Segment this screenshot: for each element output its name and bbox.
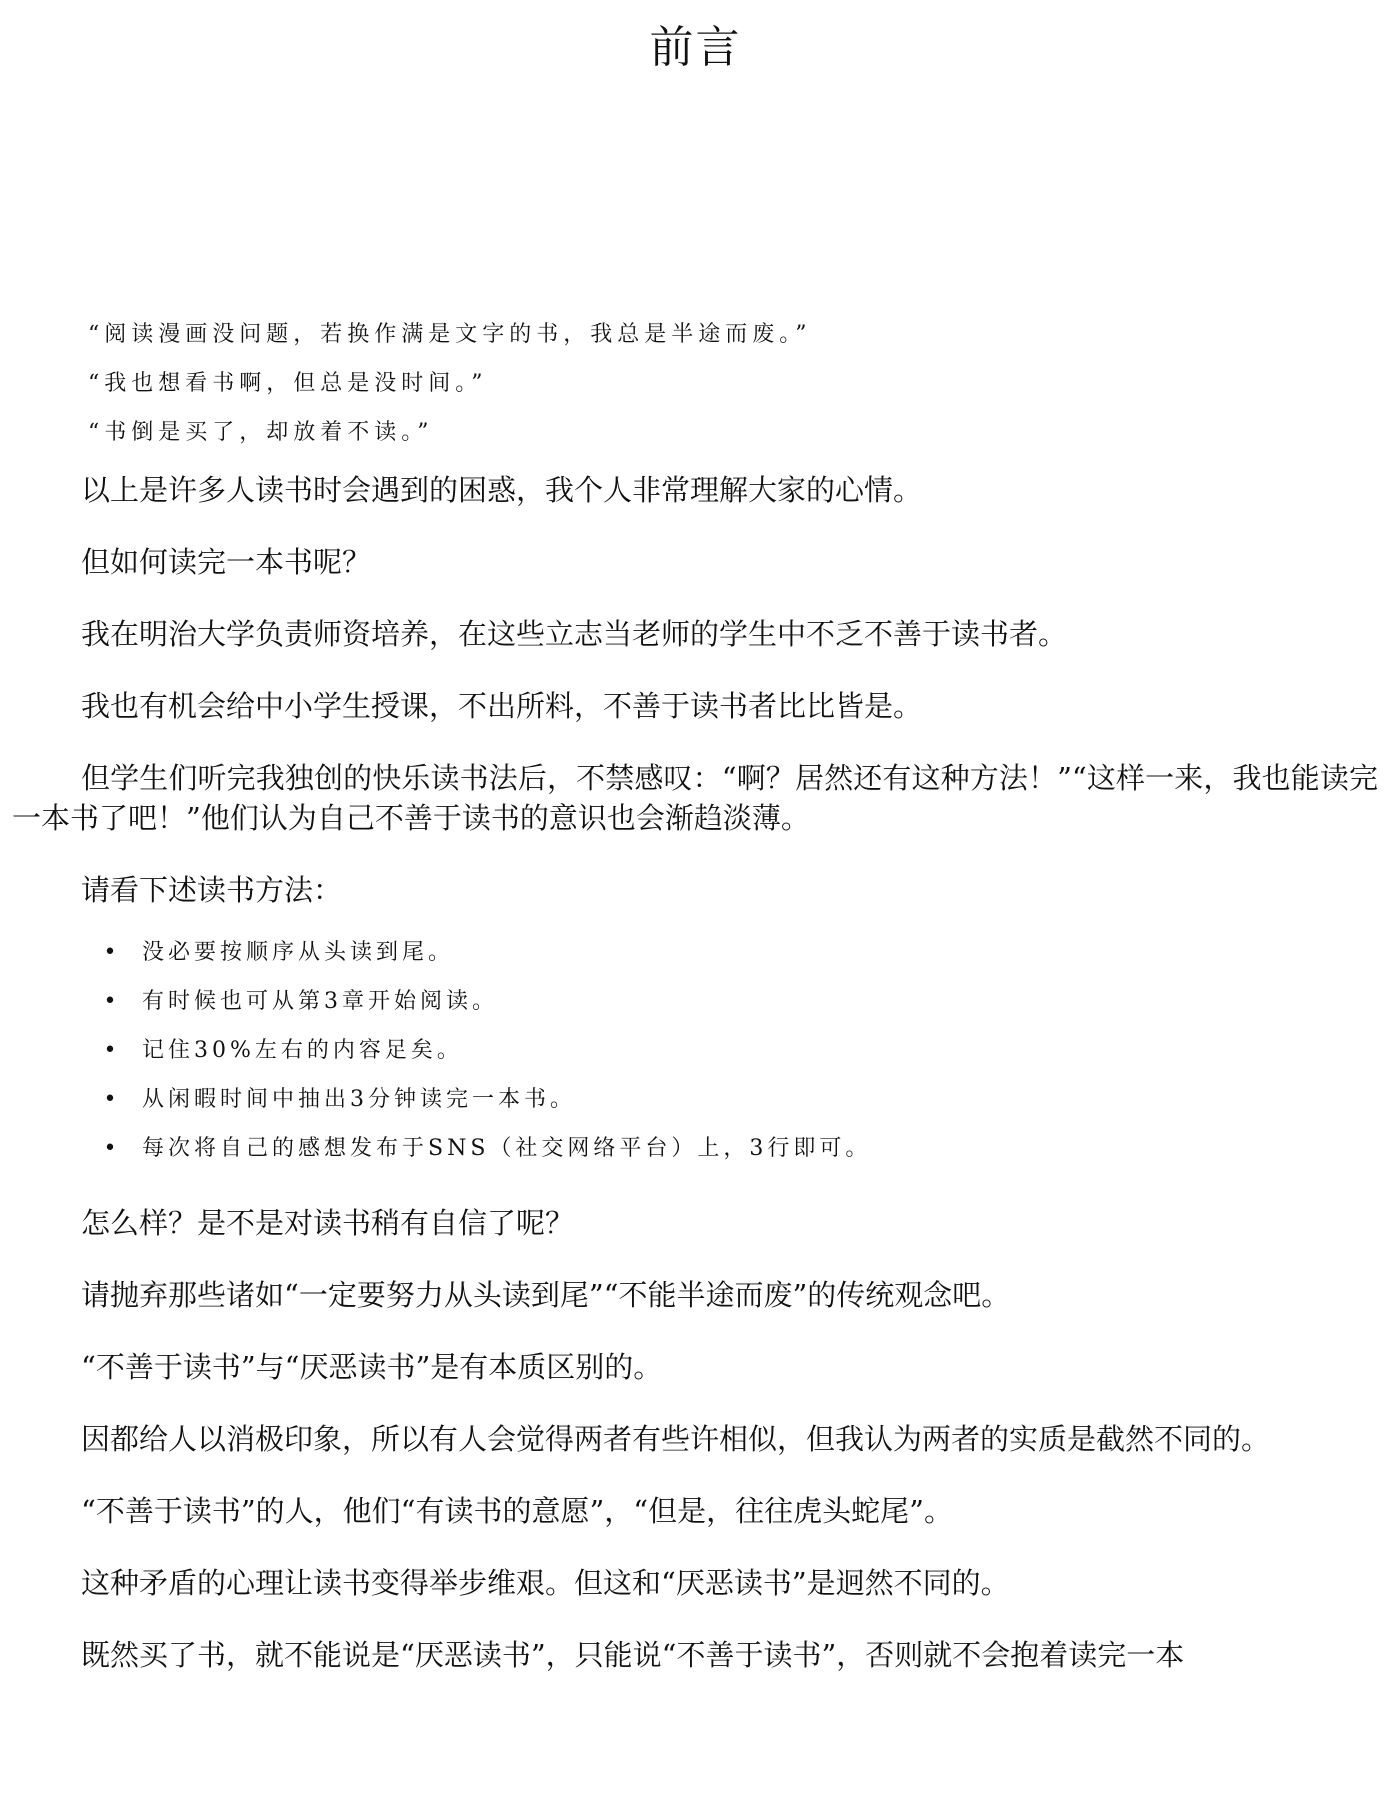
list-item-text: 有时候也可从第3章开始阅读。: [142, 989, 498, 1014]
paragraph: 请看下述读书方法：: [81, 873, 343, 907]
bullet-icon: •: [103, 989, 117, 1014]
quote-line: “我也想看书啊，但总是没时间。”: [88, 371, 488, 396]
list-item-text: 没必要按顺序从头读到尾。: [142, 940, 455, 965]
list-item-text: 每次将自己的感想发布于SNS（社交网络平台）上，3行即可。: [142, 1136, 872, 1161]
body-text: [12, 470, 1378, 1707]
paragraph: 怎么样？是不是对读书稍有自信了呢？: [81, 1206, 575, 1240]
bullet-icon: •: [103, 1087, 117, 1112]
paragraph: 这种矛盾的心理让读书变得举步维艰。但这和“厌恶读书”是迥然不同的。: [81, 1566, 1010, 1600]
paragraph: 以上是许多人读书时会遇到的困惑，我个人非常理解大家的心情。: [81, 473, 923, 507]
list-item-text: 记住30%左右的内容足矣。: [142, 1038, 463, 1063]
paragraph: 因都给人以消极印象，所以有人会觉得两者有些许相似，但我认为两者的实质是截然不同的。: [81, 1422, 1271, 1456]
paragraph: 我在明治大学负责师资培养，在这些立志当老师的学生中不乏不善于读书者。: [81, 617, 1068, 651]
paragraph: “不善于读书”与“厌恶读书”是有本质区别的。: [81, 1350, 663, 1384]
list-item: [98, 1134, 1378, 1183]
paragraph: “不善于读书”的人，他们“有读书的意愿”，“但是，往往虎头蛇尾”。: [81, 1494, 953, 1528]
paragraph: 我也有机会给中小学生授课，不出所料，不善于读书者比比皆是。: [81, 689, 923, 723]
bullet-icon: •: [103, 940, 117, 965]
list-item: [98, 1036, 1378, 1085]
list-item: [98, 938, 1378, 987]
list-item-text: 从闲暇时间中抽出3分钟读完一本书。: [142, 1087, 576, 1112]
quote-block: [88, 320, 1338, 467]
quote-line: “阅读漫画没问题，若换作满是文字的书，我总是半途而废。”: [88, 322, 812, 347]
paragraph: 但如何读完一本书呢？: [81, 545, 372, 579]
paragraph: 请抛弃那些诸如“一定要努力从头读到尾”“不能半途而废”的传统观念吧。: [81, 1278, 1011, 1312]
list-item: [98, 1085, 1378, 1134]
quote-line: “书倒是买了，却放着不读。”: [88, 420, 434, 445]
paragraph: 但学生们听完我独创的快乐读书法后，不禁感叹：“啊？居然还有这种方法！”“这样一来，我也能读完一本书了吧！”他们认为自己不善于读书的意识也会渐趋淡薄。: [12, 761, 1378, 835]
list-item: [98, 987, 1378, 1036]
bullet-icon: •: [103, 1038, 117, 1063]
bullet-list: [12, 938, 1378, 1183]
paragraph: 既然买了书，就不能说是“厌恶读书”，只能说“不善于读书”，否则就不会抱着读完一本: [81, 1638, 1185, 1672]
bullet-icon: •: [103, 1136, 117, 1161]
page-title: 前言: [649, 22, 742, 73]
